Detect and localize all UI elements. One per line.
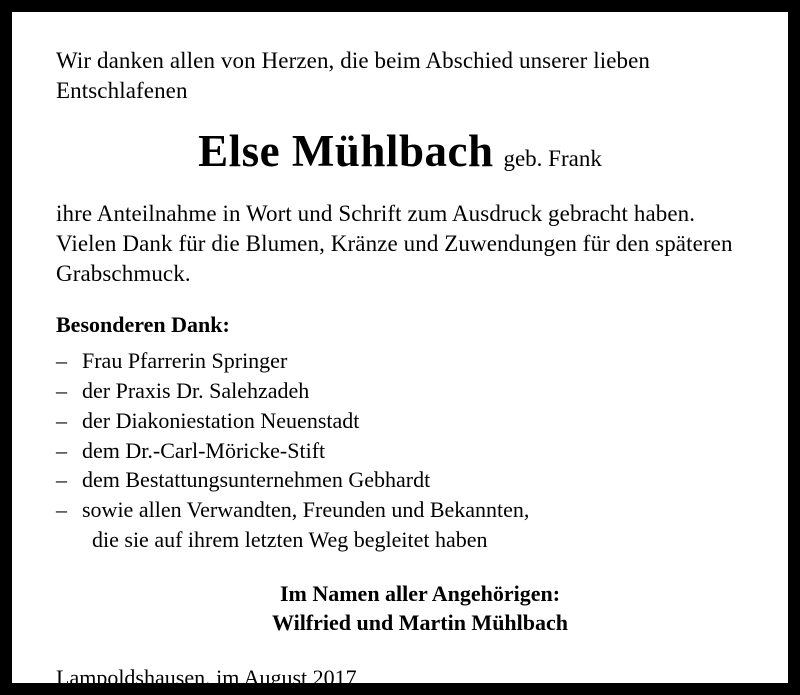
deceased-name: Else Mühlbach bbox=[198, 125, 494, 176]
list-item bbox=[56, 406, 744, 436]
signature-line-1: Im Namen aller Angehörigen: bbox=[279, 581, 561, 607]
bullet-dash-icon: – bbox=[56, 467, 67, 493]
signature-line-2: Wilfried und Martin Mühlbach bbox=[271, 610, 569, 636]
special-thanks-heading: Besonderen Dank: bbox=[56, 311, 230, 337]
signature-block bbox=[56, 579, 744, 637]
place-and-date: Lampoldshausen, im August 2017 bbox=[56, 665, 357, 691]
list-item bbox=[56, 376, 744, 406]
bullet-dash-icon: – bbox=[56, 347, 67, 373]
list-item bbox=[56, 495, 744, 555]
bullet-dash-icon: – bbox=[56, 377, 67, 403]
list-item-label: dem Bestattungsunternehmen Gebhardt bbox=[82, 467, 431, 493]
deceased-name-line bbox=[56, 125, 744, 177]
list-item-label: der Diakoniestation Neuenstadt bbox=[82, 407, 360, 433]
special-thanks-list bbox=[56, 346, 744, 555]
list-item-label: dem Dr.-Carl-Möricke-Stift bbox=[82, 437, 326, 463]
bullet-dash-icon: – bbox=[56, 407, 67, 433]
maiden-name: geb. Frank bbox=[503, 145, 602, 171]
body-text: ihre Anteilnahme in Wort und Schrift zum Ausdruck gebracht haben. Vielen Dank für die Blumen, Kränze und Zuwendungen für den späteren Grabschmuck. bbox=[56, 200, 733, 287]
list-item-label: Frau Pfarrerin Springer bbox=[82, 347, 288, 373]
list-item bbox=[56, 436, 744, 466]
list-item-label: der Praxis Dr. Salehzadeh bbox=[82, 377, 310, 403]
list-item-label-continued: die sie auf ihrem letzten Weg begleitet haben bbox=[92, 527, 488, 553]
list-item bbox=[56, 465, 744, 495]
obituary-card bbox=[12, 12, 788, 691]
list-item-label: sowie allen Verwandten, Freunden und Bekannten, bbox=[82, 497, 530, 523]
bullet-dash-icon: – bbox=[56, 497, 67, 523]
intro-text: Wir danken allen von Herzen, die beim Abschied unserer lieben Entschlafenen bbox=[56, 48, 651, 104]
list-item bbox=[56, 346, 744, 376]
bullet-dash-icon: – bbox=[56, 437, 67, 463]
